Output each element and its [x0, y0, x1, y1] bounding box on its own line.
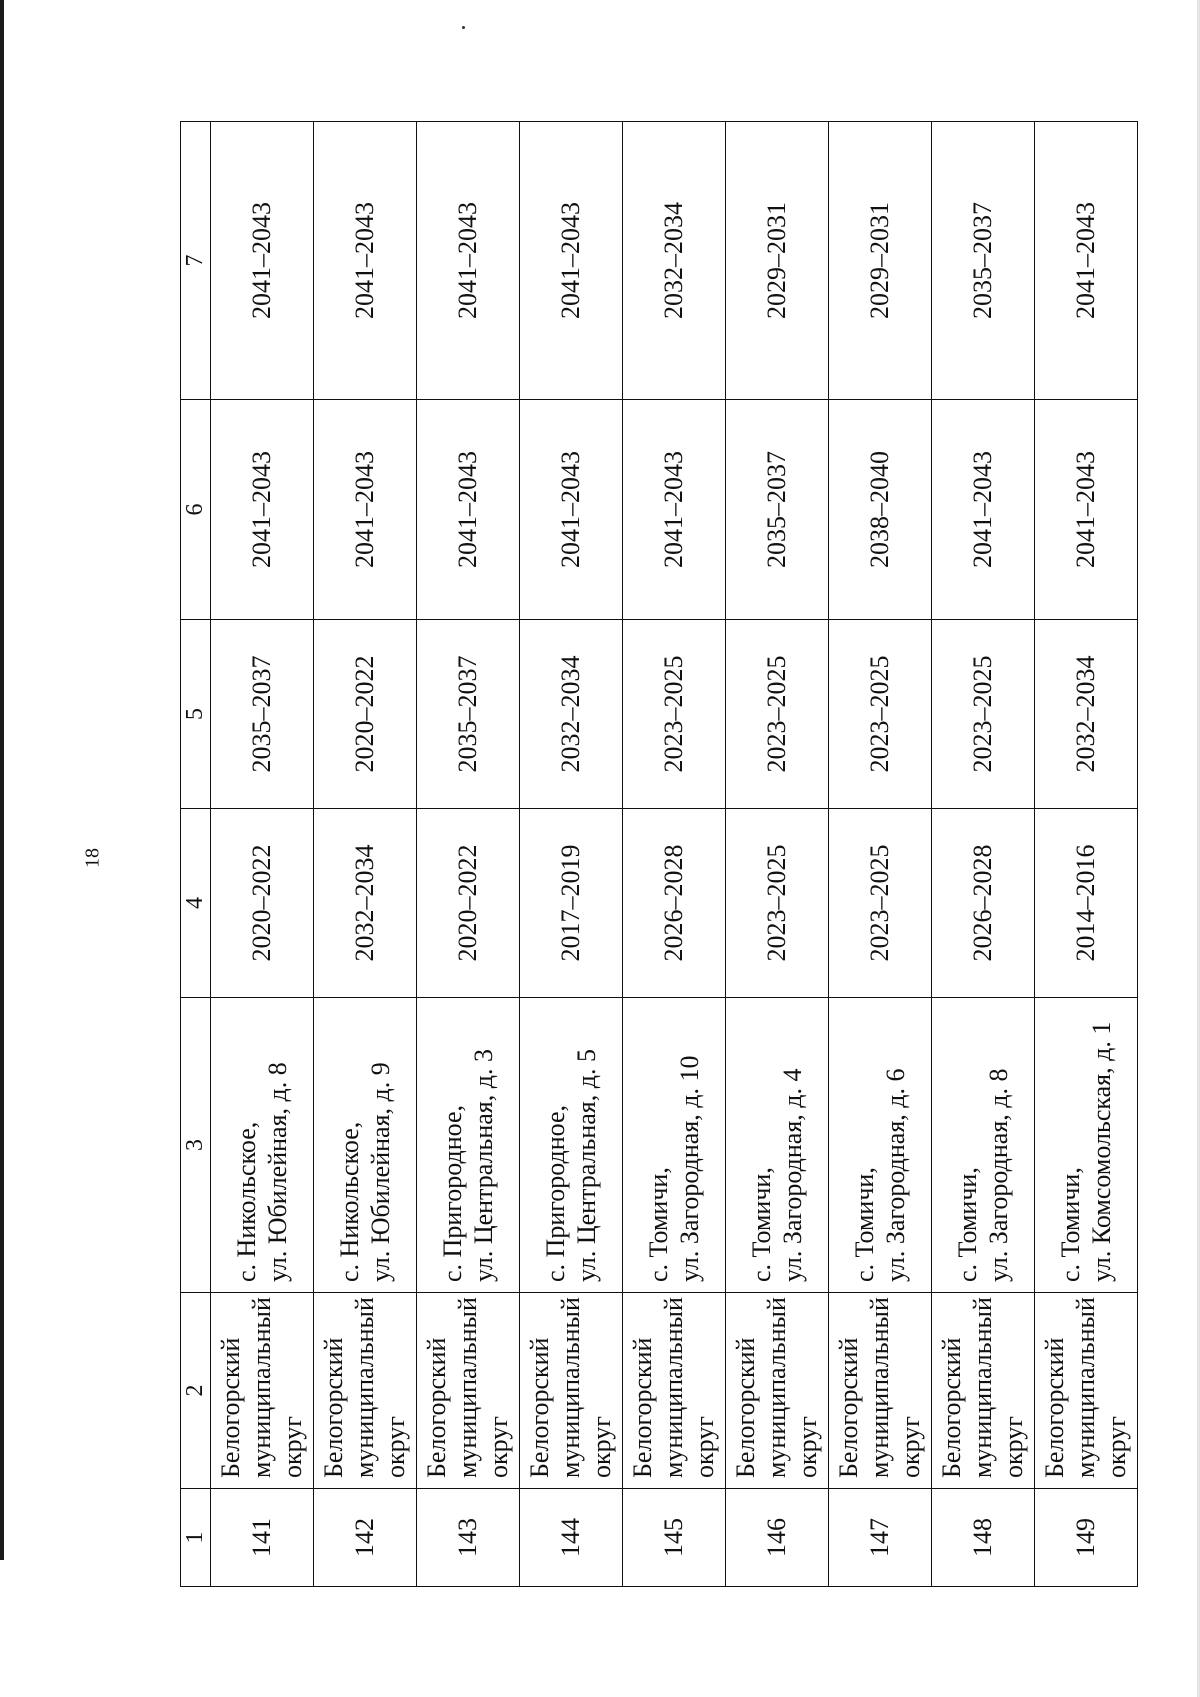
header-col-6: 6: [181, 400, 211, 620]
cell-period-col4: 2020–2022: [210, 809, 313, 998]
address-line: с. Томичи,: [849, 1167, 879, 1282]
cell-number: 143: [416, 1489, 519, 1587]
cell-period-col4: 2017–2019: [519, 809, 622, 998]
cell-period-col5: 2032–2034: [519, 620, 622, 809]
cell-period-col6: 2041–2043: [622, 400, 725, 620]
cell-address: [931, 998, 1034, 1293]
cell-period-col6: 2035–2037: [725, 400, 828, 620]
cell-district: [1034, 1293, 1137, 1489]
address-line: ул. Комсомольская, д. 1: [1086, 1021, 1116, 1282]
cell-district: [828, 1293, 931, 1489]
district-line: Белогорский: [422, 1337, 452, 1478]
address-line: ул. Загородная, д. 10: [674, 1055, 704, 1282]
header-col-7: 7: [181, 122, 211, 400]
address-line: с. Никольское,: [231, 1121, 261, 1282]
address-line: с. Томичи,: [643, 1167, 673, 1282]
table-row: [210, 122, 313, 1587]
cell-number: 142: [313, 1489, 416, 1587]
table-body: [210, 122, 1137, 1587]
address-line: с. Пригородное,: [540, 1105, 570, 1282]
district-line: округ: [587, 1416, 617, 1478]
table-row: [416, 122, 519, 1587]
schedule-table: [180, 121, 1138, 1587]
header-col-4: 4: [181, 809, 211, 998]
cell-period-col4: 2032–2034: [313, 809, 416, 998]
scan-edge-left: [0, 0, 4, 1560]
header-col-2: 2: [181, 1293, 211, 1489]
district-line: Белогорский: [1040, 1337, 1070, 1478]
district-line: муниципальный: [865, 1297, 895, 1478]
district-line: Белогорский: [319, 1337, 349, 1478]
cell-period-col7: 2032–2034: [622, 122, 725, 400]
cell-period-col7: 2041–2043: [416, 122, 519, 400]
cell-district: [622, 1293, 725, 1489]
cell-address: [1034, 998, 1137, 1293]
district-line: округ: [793, 1416, 823, 1478]
cell-period-col4: 2026–2028: [622, 809, 725, 998]
district-line: Белогорский: [628, 1337, 658, 1478]
table-row: [519, 122, 622, 1587]
district-line: муниципальный: [556, 1297, 586, 1478]
page-number: 18: [81, 848, 104, 868]
address-line: ул. Загородная, д. 8: [983, 1068, 1013, 1282]
cell-period-col5: 2023–2025: [931, 620, 1034, 809]
cell-period-col6: 2041–2043: [210, 400, 313, 620]
cell-district: [725, 1293, 828, 1489]
district-line: Белогорский: [834, 1337, 864, 1478]
header-col-5: 5: [181, 620, 211, 809]
cell-period-col6: 2041–2043: [1034, 400, 1137, 620]
cell-period-col5: 2035–2037: [416, 620, 519, 809]
header-col-3: 3: [181, 998, 211, 1293]
cell-period-col5: 2032–2034: [1034, 620, 1137, 809]
cell-number: 145: [622, 1489, 725, 1587]
address-line: с. Никольское,: [334, 1121, 364, 1282]
cell-period-col7: 2041–2043: [1034, 122, 1137, 400]
cell-period-col7: 2029–2031: [725, 122, 828, 400]
district-line: округ: [690, 1416, 720, 1478]
table-row: [725, 122, 828, 1587]
cell-number: 141: [210, 1489, 313, 1587]
address-line: ул. Загородная, д. 4: [777, 1068, 807, 1282]
cell-address: [622, 998, 725, 1293]
district-line: муниципальный: [762, 1297, 792, 1478]
cell-number: 144: [519, 1489, 622, 1587]
table-row: [931, 122, 1034, 1587]
cell-address: [828, 998, 931, 1293]
table-header: [181, 122, 211, 1587]
district-line: округ: [484, 1416, 514, 1478]
header-row: [181, 122, 211, 1587]
cell-address: [313, 998, 416, 1293]
cell-district: [416, 1293, 519, 1489]
address-line: ул. Загородная, д. 6: [880, 1068, 910, 1282]
cell-period-col7: 2041–2043: [210, 122, 313, 400]
header-col-1: 1: [181, 1489, 211, 1587]
address-line: с. Томичи,: [952, 1167, 982, 1282]
cell-period-col5: 2023–2025: [725, 620, 828, 809]
rotated-table-frame: [180, 122, 1132, 1587]
district-line: муниципальный: [247, 1297, 277, 1478]
cell-period-col7: 2035–2037: [931, 122, 1034, 400]
cell-period-col6: 2041–2043: [313, 400, 416, 620]
cell-period-col4: 2026–2028: [931, 809, 1034, 998]
cell-period-col6: 2038–2040: [828, 400, 931, 620]
cell-address: [210, 998, 313, 1293]
district-line: округ: [1102, 1416, 1132, 1478]
district-line: округ: [999, 1416, 1029, 1478]
cell-period-col4: 2014–2016: [1034, 809, 1137, 998]
cell-period-col7: 2029–2031: [828, 122, 931, 400]
cell-number: 149: [1034, 1489, 1137, 1587]
cell-period-col6: 2041–2043: [931, 400, 1034, 620]
cell-period-col7: 2041–2043: [313, 122, 416, 400]
table-container: [180, 122, 1132, 1587]
cell-period-col5: 2023–2025: [622, 620, 725, 809]
cell-district: [210, 1293, 313, 1489]
address-line: ул. Юбилейная, д. 9: [365, 1062, 395, 1282]
district-line: Белогорский: [216, 1337, 246, 1478]
district-line: Белогорский: [731, 1337, 761, 1478]
cell-address: [519, 998, 622, 1293]
address-line: ул. Центральная, д. 3: [468, 1049, 498, 1282]
table-row: [1034, 122, 1137, 1587]
cell-number: 146: [725, 1489, 828, 1587]
cell-number: 148: [931, 1489, 1034, 1587]
district-line: Белогорский: [937, 1337, 967, 1478]
cell-district: [313, 1293, 416, 1489]
district-line: муниципальный: [453, 1297, 483, 1478]
cell-period-col5: 2020–2022: [313, 620, 416, 809]
scan-speck: [462, 26, 465, 29]
district-line: муниципальный: [659, 1297, 689, 1478]
district-line: округ: [896, 1416, 926, 1478]
address-line: с. Томичи,: [746, 1167, 776, 1282]
district-line: округ: [381, 1416, 411, 1478]
cell-district: [931, 1293, 1034, 1489]
cell-period-col7: 2041–2043: [519, 122, 622, 400]
cell-period-col4: 2023–2025: [828, 809, 931, 998]
cell-period-col4: 2023–2025: [725, 809, 828, 998]
cell-period-col5: 2023–2025: [828, 620, 931, 809]
district-line: муниципальный: [350, 1297, 380, 1478]
address-line: с. Пригородное,: [437, 1105, 467, 1282]
cell-address: [416, 998, 519, 1293]
district-line: муниципальный: [1071, 1297, 1101, 1478]
cell-district: [519, 1293, 622, 1489]
table-row: [313, 122, 416, 1587]
cell-address: [725, 998, 828, 1293]
district-line: округ: [278, 1416, 308, 1478]
cell-number: 147: [828, 1489, 931, 1587]
district-line: Белогорский: [525, 1337, 555, 1478]
address-line: ул. Центральная, д. 5: [571, 1049, 601, 1282]
address-line: с. Томичи,: [1055, 1167, 1085, 1282]
cell-period-col5: 2035–2037: [210, 620, 313, 809]
address-line: ул. Юбилейная, д. 8: [262, 1062, 292, 1282]
table-row: [828, 122, 931, 1587]
cell-period-col6: 2041–2043: [519, 400, 622, 620]
table-row: [622, 122, 725, 1587]
cell-period-col4: 2020–2022: [416, 809, 519, 998]
cell-period-col6: 2041–2043: [416, 400, 519, 620]
district-line: муниципальный: [968, 1297, 998, 1478]
